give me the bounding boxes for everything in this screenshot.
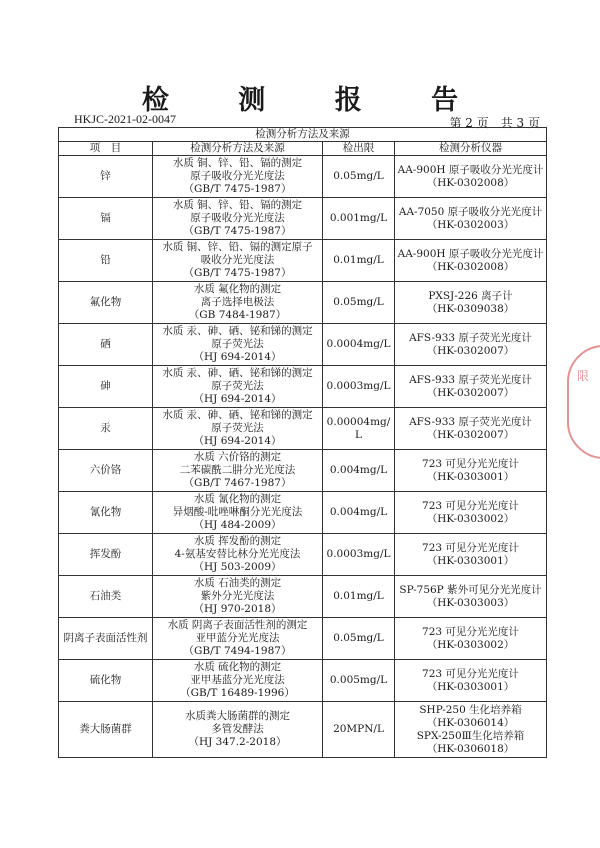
report-title: 检 测 报 告 — [141, 85, 489, 116]
method-line: 离子选择电极法 — [200, 296, 275, 308]
cell-method — [153, 702, 323, 758]
instrument-line: 723 可见分光光度计 — [422, 667, 519, 680]
doc-number: HKJC-2021-02-0047 — [74, 112, 176, 126]
table-row — [59, 198, 547, 240]
method-line: （GB/T 7475-1987） — [183, 267, 292, 279]
cell-instrument — [395, 156, 547, 198]
instrument-line: （HK-0302007） — [426, 386, 515, 399]
instrument-line: 723 可见分光光度计 — [422, 541, 519, 554]
method-line: （HJ 970-2018） — [193, 603, 282, 615]
cell-limit: 0.01mg/L — [323, 240, 395, 282]
cell-limit: 0.004mg/L — [323, 492, 395, 534]
cell-limit: 0.005mg/L — [323, 660, 395, 702]
instrument-line: （HK-0303003） — [426, 596, 515, 609]
cell-method — [153, 618, 323, 660]
cell-item: 氰化物 — [59, 492, 153, 534]
instrument-line: （HK-0302008） — [426, 260, 515, 273]
cell-item: 锌 — [59, 156, 153, 198]
method-line: 多管发酵法 — [211, 723, 264, 735]
method-line: （GB/T 7494-1987） — [183, 645, 292, 657]
instrument-line: （HK-0303002） — [426, 512, 515, 525]
cell-limit: 20MPN/L — [323, 702, 395, 758]
cell-method — [153, 282, 323, 324]
cell-instrument — [395, 660, 547, 702]
cell-limit: 0.05mg/L — [323, 282, 395, 324]
table-row — [59, 240, 547, 282]
method-line: 紫外分光光度法 — [200, 590, 275, 602]
cell-instrument — [395, 366, 547, 408]
table-row — [59, 702, 547, 758]
table-body — [59, 156, 547, 758]
cell-limit: 0.05mg/L — [323, 156, 395, 198]
method-line: 水质 汞、砷、硒、铋和锑的测定 — [162, 367, 313, 379]
header-item: 项 目 — [59, 142, 153, 156]
method-line: 水质 挥发酚的测定 — [193, 535, 282, 547]
method-line: （HJ 503-2009） — [193, 561, 282, 573]
method-line: 水质 硫化物的测定 — [193, 661, 282, 673]
table-row — [59, 660, 547, 702]
cell-method — [153, 534, 323, 576]
table-row — [59, 282, 547, 324]
cell-item: 硒 — [59, 324, 153, 366]
seal-stamp — [567, 345, 600, 459]
cell-instrument — [395, 450, 547, 492]
method-line: 原子荧光法 — [211, 422, 264, 434]
instrument-line: AA-900H 原子吸收分光光度计 — [397, 247, 544, 260]
table-row — [59, 408, 547, 450]
method-line: （HJ 347.2-2018） — [188, 736, 287, 748]
instrument-line: （HK-0306014） — [426, 716, 515, 729]
method-line: （GB/T 16489-1996） — [180, 687, 295, 699]
cell-limit: 0.05mg/L — [323, 618, 395, 660]
cell-item: 镉 — [59, 198, 153, 240]
cell-limit: 0.00004mg/L — [323, 408, 395, 450]
cell-limit: 0.004mg/L — [323, 450, 395, 492]
method-line: （GB/T 7475-1987） — [183, 183, 292, 195]
method-line: 水质 阴离子表面活性剂的测定 — [167, 619, 308, 631]
instrument-line: SHP-250 生化培养箱 — [419, 703, 522, 716]
method-line: 水质 铜、锌、铅、镉的测定 — [172, 157, 303, 169]
cell-limit: 0.0003mg/L — [323, 366, 395, 408]
cell-instrument — [395, 534, 547, 576]
method-line: （HJ 694-2014） — [193, 393, 282, 405]
cell-instrument — [395, 198, 547, 240]
methods-table — [58, 127, 547, 758]
table-caption: 检测分析方法及来源 — [59, 128, 547, 142]
method-line: （GB/T 7467-1987） — [183, 477, 292, 489]
instrument-line: AFS-933 原子荧光光度计 — [409, 373, 532, 386]
method-line: 水质 六价铬的测定 — [193, 451, 282, 463]
instrument-line: （HK-0303001） — [426, 554, 515, 567]
cell-method — [153, 366, 323, 408]
cell-instrument — [395, 618, 547, 660]
method-line: （HJ 694-2014） — [193, 435, 282, 447]
method-line: 水质 铜、锌、铅、镉的测定 — [172, 199, 303, 211]
table-row — [59, 534, 547, 576]
instrument-line: （HK-0303002） — [426, 638, 515, 651]
method-line: 异烟酸-吡唑啉酮分光光度法 — [172, 506, 303, 518]
instrument-line: PXSJ-226 离子计 — [428, 289, 513, 302]
method-line: 水质 氰化物的测定 — [193, 493, 282, 505]
instrument-line: AFS-933 原子荧光光度计 — [409, 415, 532, 428]
instrument-line: AA-7050 原子吸收分光光度计 — [398, 205, 543, 218]
cell-item: 铅 — [59, 240, 153, 282]
table-row — [59, 450, 547, 492]
cell-method — [153, 660, 323, 702]
method-line: 亚甲蓝分光光度法 — [195, 632, 280, 644]
method-line: 吸收分光光度法 — [200, 254, 275, 266]
table-row — [59, 324, 547, 366]
instrument-line: （HK-0302003） — [426, 218, 515, 231]
header-limit: 检出限 — [323, 142, 395, 156]
method-line: 原子荧光法 — [211, 338, 264, 350]
cell-method — [153, 576, 323, 618]
method-line: 原子吸收分光光度法 — [190, 212, 285, 224]
instrument-line: （HK-0302007） — [426, 428, 515, 441]
header-method: 检测分析方法及来源 — [153, 142, 323, 156]
cell-item: 六价铬 — [59, 450, 153, 492]
method-line: 水质 铜、锌、铅、镉的测定原子 — [162, 241, 313, 253]
cell-method — [153, 156, 323, 198]
instrument-line: （HK-0303001） — [426, 680, 515, 693]
seal-text: 限 — [577, 369, 590, 383]
cell-item: 汞 — [59, 408, 153, 450]
method-line: 原子吸收分光光度法 — [190, 170, 285, 182]
table-row — [59, 492, 547, 534]
cell-limit: 0.0004mg/L — [323, 324, 395, 366]
instrument-line: AA-900H 原子吸收分光光度计 — [397, 163, 544, 176]
cell-method — [153, 198, 323, 240]
table-row — [59, 576, 547, 618]
cell-method — [153, 450, 323, 492]
method-line: 原子荧光法 — [211, 380, 264, 392]
cell-item: 粪大肠菌群 — [59, 702, 153, 758]
method-line: 水质 石油类的测定 — [193, 577, 282, 589]
cell-item: 阴离子表面活性剂 — [59, 618, 153, 660]
cell-item: 挥发酚 — [59, 534, 153, 576]
table-row — [59, 618, 547, 660]
cell-instrument — [395, 282, 547, 324]
instrument-line: （HK-0309038） — [426, 302, 515, 315]
cell-item: 石油类 — [59, 576, 153, 618]
method-line: 水质 氟化物的测定 — [193, 283, 282, 295]
method-line: （HJ 694-2014） — [193, 351, 282, 363]
method-line: 亚甲基蓝分光光度法 — [190, 674, 285, 686]
cell-limit: 0.001mg/L — [323, 198, 395, 240]
cell-instrument — [395, 576, 547, 618]
method-line: 水质 汞、砷、硒、铋和锑的测定 — [162, 325, 313, 337]
cell-instrument — [395, 324, 547, 366]
method-line: 水质 汞、砷、硒、铋和锑的测定 — [162, 409, 313, 421]
cell-instrument — [395, 702, 547, 758]
cell-method — [153, 492, 323, 534]
instrument-line: （HK-0302008） — [426, 176, 515, 189]
instrument-line: SP-756P 紫外可见分光光度计 — [399, 583, 542, 596]
cell-method — [153, 324, 323, 366]
method-line: （GB 7484-1987） — [188, 309, 287, 321]
table-row — [59, 156, 547, 198]
instrument-line: SPX-250Ⅲ生化培养箱 — [416, 729, 525, 742]
instrument-line: 723 可见分光光度计 — [422, 499, 519, 512]
instrument-line: （HK-0306018） — [426, 742, 515, 755]
instrument-line: 723 可见分光光度计 — [422, 457, 519, 470]
instrument-line: AFS-933 原子荧光光度计 — [409, 331, 532, 344]
method-line: （HJ 484-2009） — [193, 519, 282, 531]
table-row — [59, 366, 547, 408]
cell-method — [153, 408, 323, 450]
method-line: 水质粪大肠菌群的测定 — [185, 710, 290, 722]
cell-item: 氟化物 — [59, 282, 153, 324]
page-info: 第 2 页 共 3 页 — [449, 116, 540, 130]
instrument-line: 723 可见分光光度计 — [422, 625, 519, 638]
cell-item: 硫化物 — [59, 660, 153, 702]
cell-instrument — [395, 408, 547, 450]
instrument-line: （HK-0302007） — [426, 344, 515, 357]
method-line: 4-氨基安替比林分光光度法 — [174, 548, 301, 560]
cell-item: 砷 — [59, 366, 153, 408]
cell-instrument — [395, 240, 547, 282]
cell-limit: 0.0003mg/L — [323, 534, 395, 576]
cell-instrument — [395, 492, 547, 534]
header-instrument: 检测分析仪器 — [395, 142, 547, 156]
cell-limit: 0.01mg/L — [323, 576, 395, 618]
method-line: （GB/T 7475-1987） — [183, 225, 292, 237]
method-line: 二苯碳酰二肼分光光度法 — [179, 464, 296, 476]
cell-method — [153, 240, 323, 282]
instrument-line: （HK-0303001） — [426, 470, 515, 483]
